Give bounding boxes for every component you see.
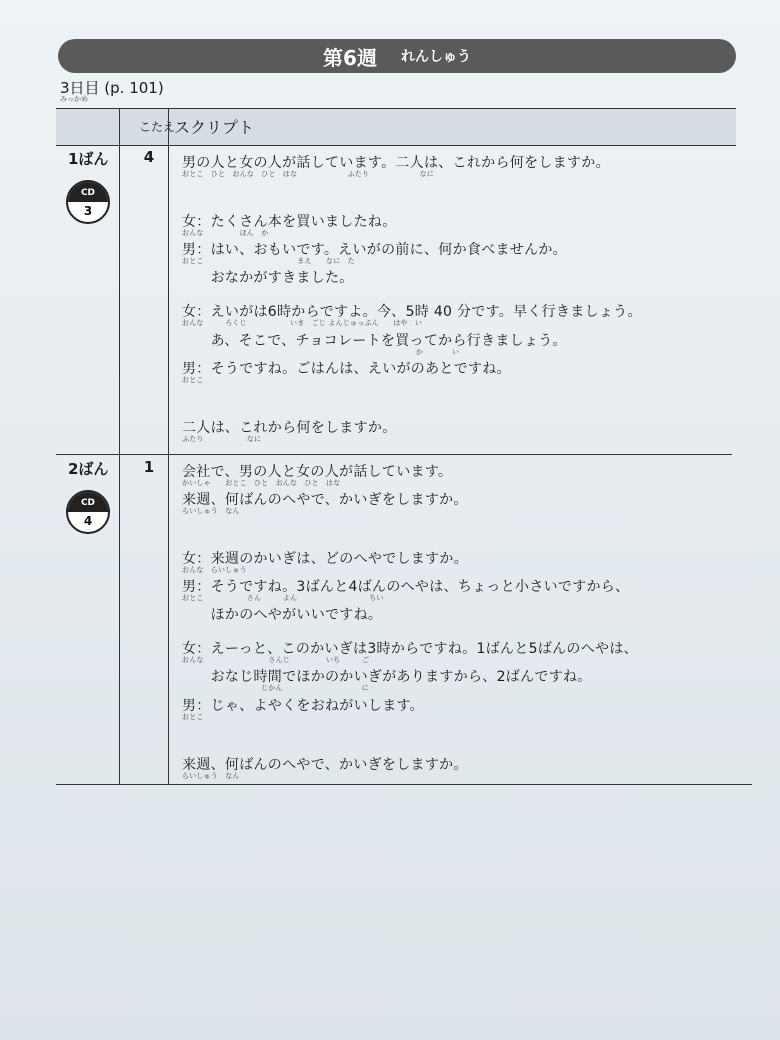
script-line: 来週、何ばんのへやで、かいぎをしますか。 [182,757,468,773]
row-divider [56,454,732,455]
script-ruby: おんな さんじ いち ご [182,656,370,664]
script-ruby: らいしゅう なん [182,507,240,515]
script-ruby: らいしゅう なん [182,772,240,780]
cd-icon-text: CD [68,492,108,512]
question-2-label: 2ばん [68,460,109,478]
script-line: 女：えいがは6時からですよ。今、5時 40 分です。早く行きましょう。 [182,304,642,320]
script-ruby: おとこ [182,713,204,721]
script-line: 男：じゃ、よやくをおねがいします。 [182,698,424,714]
table-border-bottom [56,784,752,785]
day-label-ruby: みっかめ [60,95,88,103]
script-ruby: おとこ さん よん ちい [182,594,384,602]
day-label: 3日目 (p. 101) [60,79,164,97]
script-ruby: じかん に [261,684,369,692]
script-line: 男：はい、おもいです。えいがの前に、何か食べませんか。 [182,242,567,258]
script-ruby: おんな ろくじ いま ごじ よんじゅっぷん はや い [182,319,423,327]
week-title: 第6週 [323,45,377,70]
script-line: 女：たくさん本を買いましたね。 [182,214,397,230]
question-2-answer: 1 [143,458,155,476]
script-line: 二人は、これから何をしますか。 [182,420,397,436]
script-ruby: おとこ [182,376,204,384]
script-ruby: おとこ まえ なに た [182,257,355,265]
answer-column-header: こたえ [138,120,175,134]
script-ruby: おんな ほん か [182,229,269,237]
question-1-answer: 4 [143,148,155,166]
day-label-block [60,77,164,103]
col-divider-1 [119,108,120,784]
cd-icon [66,490,110,534]
script-line: 男の人と女の人が話しています。二人は、これから何をしますか。 [182,155,610,171]
script-line: 男：そうですね。3ばんと4ばんのへやは、ちょっと小さいですから、 [182,579,630,595]
question-1-label: 1ばん [68,150,109,168]
cd-track-number: 4 [83,514,93,528]
script-line: 来週、何ばんのへやで、かいぎをしますか。 [182,492,468,508]
script-ruby: かいしゃ おとこ ひと おんな ひと はな [182,479,341,487]
script-table [56,108,736,784]
script-line: おなじ時間でほかのかいぎがありますから、2ばんですね。 [182,669,592,685]
script-ruby: おんな らいしゅう [182,566,247,574]
script-ruby: か い [416,348,460,356]
script-column-header: スクリプト [174,118,255,137]
script-ruby: ふたり なに [182,435,262,443]
table-border-top [56,108,736,109]
script-line: ほかのへやがいいですね。 [182,607,383,623]
week-subtitle: れんしゅう [400,49,471,65]
script-ruby: おとこ ひと おんな ひと はな ふたり なに [182,170,434,178]
script-line: 女：来週のかいぎは、どのへやでしますか。 [182,551,468,567]
script-line: 女：えーっと、このかいぎは3時からですね。1ばんと5ばんのへやは、 [182,641,638,657]
cd-icon [66,180,110,224]
script-line: あ、そこで、チョコレートを買ってから行きましょう。 [182,333,567,349]
script-line: 男：そうですね。ごはんは、えいがのあとですね。 [182,361,511,377]
script-line: おなかがすきました。 [182,270,354,286]
cd-icon-text: CD [68,182,108,202]
table-header-divider [56,145,736,146]
cd-track-number: 3 [83,204,93,218]
script-line: 会社で、男の人と女の人が話しています。 [182,464,453,480]
week-banner [58,39,736,73]
col-divider-2 [168,108,169,784]
